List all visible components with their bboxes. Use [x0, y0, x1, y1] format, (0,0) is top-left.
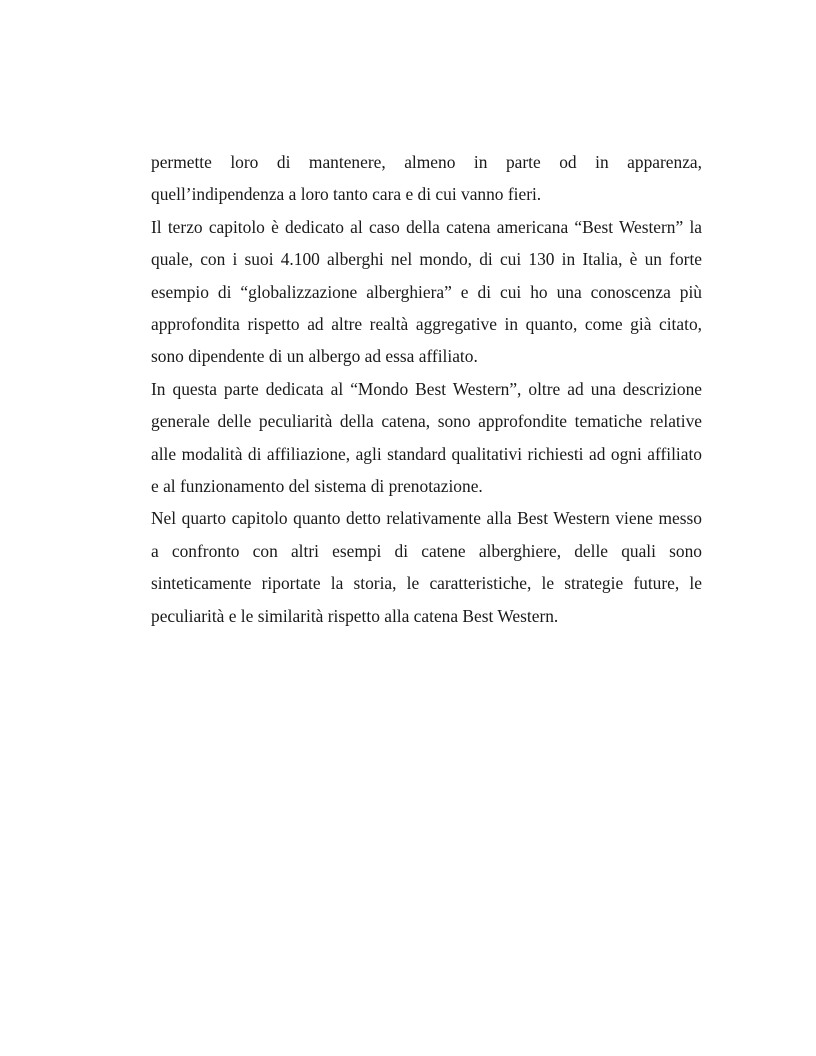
paragraph-third-chapter: Il terzo capitolo è dedicato al caso della catena americana “Best Western” la quale, con i suoi 4.100 alberghi nel mondo, di cui 130 in Italia, è un forte esempio di “globalizzazione alberghiera” e di cui ho una conoscenza più approfondita rispetto ad altre realtà aggregative in quanto, come già citato, sono dipendente di un albergo ad essa affiliato.	[151, 216, 702, 367]
paragraph-best-western-world: In questa parte dedicata al “Mondo Best Western”, oltre ad una descrizione generale delle peculiarità della catena, sono approfondite tematiche relative alle modalità di affiliazione, agli standard qualitativi richiesti ad ogni affiliato e al funzionamento del sistema di prenotazione.	[151, 378, 702, 497]
paragraph-continuation: permette loro di mantenere, almeno in parte od in apparenza, quell’indipendenza a loro tanto cara e di cui vanno fieri.	[151, 152, 702, 205]
body-text	[151, 146, 702, 632]
paragraph-fourth-chapter: Nel quarto capitolo quanto detto relativamente alla Best Western viene messo a confronto con altri esempi di catene alberghiere, delle quali sono sinteticamente riportate la storia, le caratteristiche, le strategie future, le peculiarità e le similarità rispetto alla catena Best Western.	[151, 508, 702, 626]
